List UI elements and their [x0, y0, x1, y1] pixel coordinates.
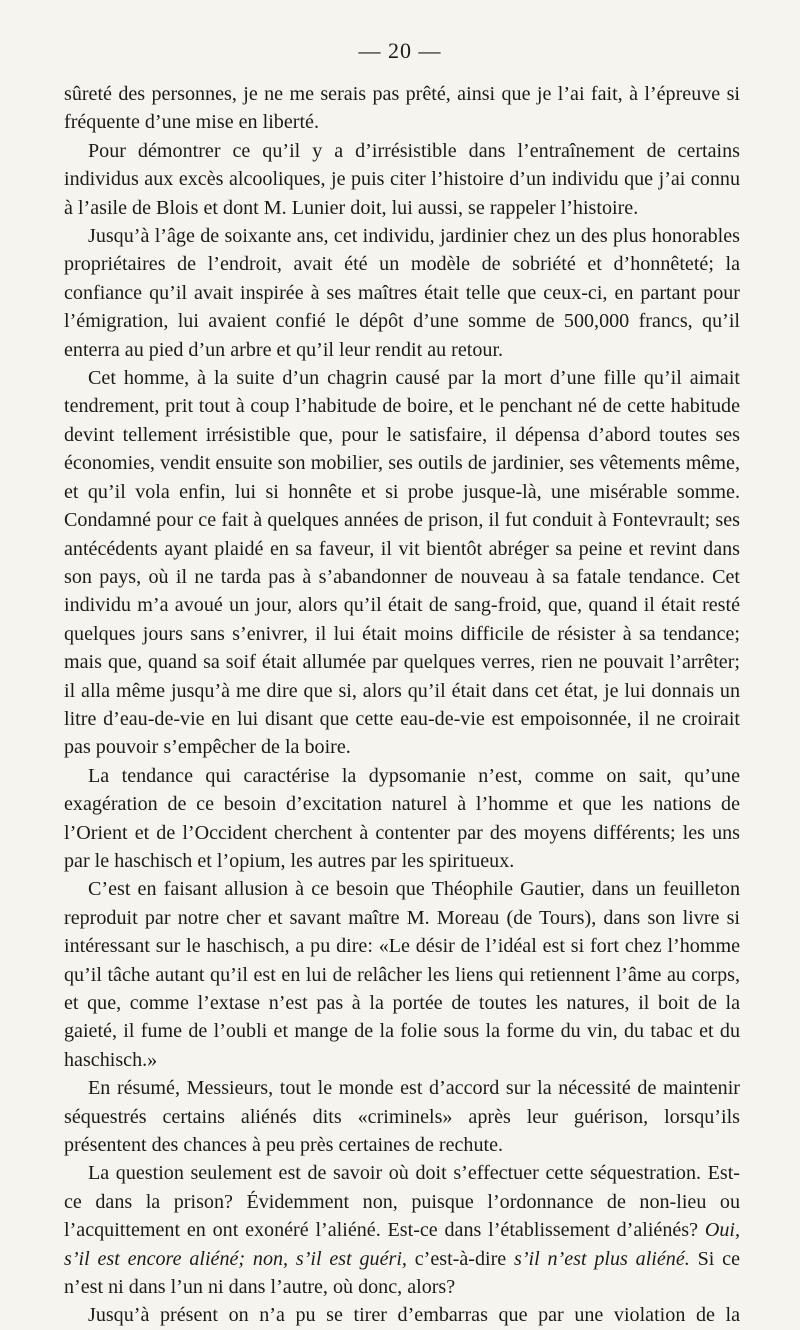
paragraph — [64, 875, 740, 1074]
paragraph — [64, 1301, 740, 1329]
paragraph — [64, 222, 740, 364]
body-text — [64, 80, 740, 1330]
text-run: En résumé, Messieurs, tout le monde est d’accord sur la nécessité de maintenir séquestrés certains aliénés dits «criminels» après leur guérison, lorsqu’ils présentent des chances à peu près certaines de rechute. — [64, 1077, 740, 1157]
text-run: Pour démontrer ce qu’il y a d’irrésistible dans l’entraînement de certains individus aux excès alcooliques, je puis citer l’histoire d’un individu que j’ai connu à l’asile de Blois et dont M. Lunier doit, lui aussi, se rappeler l’histoire. — [64, 139, 740, 219]
paragraph — [64, 1074, 740, 1159]
paragraph — [64, 80, 740, 137]
text-run: c’est-à-dire — [406, 1247, 515, 1270]
text-run: Si ce n’est ni dans l’un ni dans l’autre, où donc, alors? — [64, 1247, 740, 1299]
text-run: Cet homme, à la suite d’un chagrin causé par la mort d’une fille qu’il aimait tendrement, prit tout à coup l’habitude de boire, et le penchant né de cette habitude devint tellement irrésistible que, pour le satisfaire, il dépensa d’abord toutes ses économies, vendit ensuite son mobilier, ses outils de jardinier, ses vêtements même, et qu’il vola enfin, lui si honnête et si probe jusque-là, une misérable somme. Condamné pour ce fait à quelques années de prison, il fut conduit à Fontevrault; ses antécédents ayant plaidé en sa faveur, il vit bientôt abréger sa peine et revint dans son pays, où il ne tarda pas à s’abandonner de nouveau à sa fatale tendance. Cet individu m’a avoué un jour, alors qu’il était de sang-froid, que, quand il était resté quelques jours sans s’enivrer, il lui était moins difficile de résister à sa tendance; mais que, quand sa soif était allumée par quelques verres, rien ne pouvait l’arrêter; il alla même jusqu’à me dire que si, alors qu’il était dans cet état, je lui donnais un litre d’eau-de-vie en lui disant que cette eau-de-vie est empoisonnée, il ne croirait pas pouvoir s’empêcher de la boire. — [64, 367, 740, 759]
text-run: C’est en faisant allusion à ce besoin que Théophile Gautier, dans un feuilleton reproduit par notre cher et savant maître M. Moreau (de Tours), dans son livre si intéressant sur le haschisch, a pu dire: «Le désir de l’idéal est si fort chez l’homme qu’il tâche autant qu’il est en lui de relâcher les liens qui retiennent l’âme au corps, et que, comme l’extase n’est pas à la portée de toutes les natures, il boit de la gaieté, il fume de l’oubli et mange de la folie sous la forme du vin, du tabac et du haschisch.» — [64, 878, 740, 1071]
page-number: — 20 — — [358, 38, 442, 63]
paragraph — [64, 762, 740, 876]
text-run: sûreté des personnes, je ne me serais pas prêté, ainsi que je l’ai fait, à l’épreuve si fréquente d’une mise en liberté. — [64, 83, 740, 134]
text-run: Jusqu’à présent on n’a pu se tirer d’embarras que par une violation de la — [88, 1304, 740, 1327]
italic-text: s’il n’est plus aliéné. — [514, 1247, 690, 1270]
text-run: La question seulement est de savoir où doit s’effectuer cette séquestration. Est-ce dans la prison? Évidemment non, puisque l’ordonnance de non-lieu ou l’acquittement en ont exonéré l’aliéné. Est-ce dans l’établissement d’aliénés? — [64, 1162, 740, 1242]
paragraph — [64, 364, 740, 762]
paragraph — [64, 1159, 740, 1301]
italic-text: Oui, s’il est encore aliéné; non, s’il est guéri, — [64, 1219, 740, 1270]
text-run: La tendance qui caractérise la dypsomanie n’est, comme on sait, qu’une exagération de ce besoin d’excitation naturel à l’homme et que les nations de l’Orient et de l’Occident cherchent à contenter par des moyens différents; les uns par le haschisch et l’opium, les autres par les spiritueux. — [64, 764, 740, 872]
text-run: Jusqu’à l’âge de soixante ans, cet individu, jardinier chez un des plus honorables propriétaires de l’endroit, avait été un modèle de sobriété et d’honnêteté; la confiance qu’il avait inspirée à ses maîtres était telle que ceux-ci, en partant pour l’émigration, lui avaient confié le dépôt d’une somme de 500,000 francs, qu’il enterra au pied d’un arbre et qu’il leur rendit au retour. — [64, 225, 740, 361]
paragraph — [64, 137, 740, 222]
